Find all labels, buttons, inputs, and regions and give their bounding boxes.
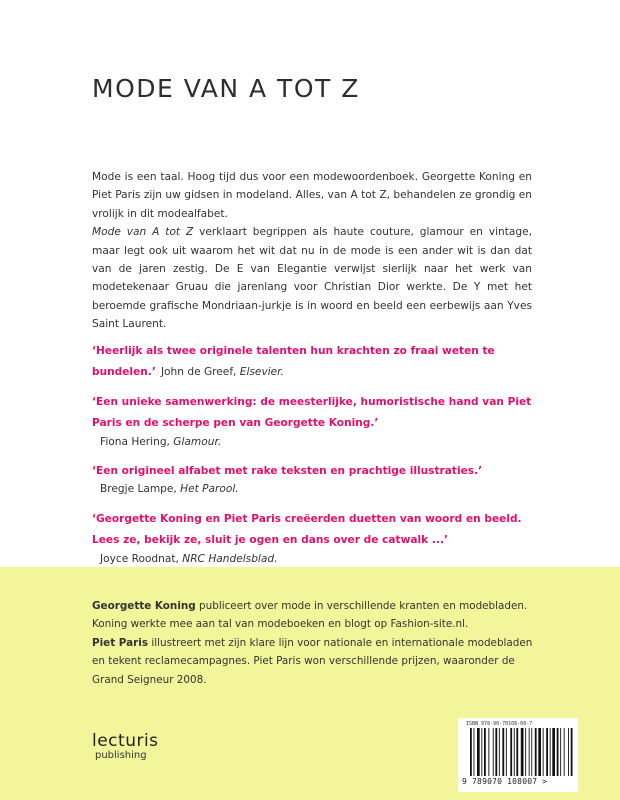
quote-author: Fiona Hering, [100, 435, 174, 448]
author-name-koning: Georgette Koning [92, 600, 196, 612]
barcode-bar [493, 728, 494, 776]
barcode-bar [557, 728, 559, 776]
barcode-bar [484, 728, 486, 776]
barcode-bar [531, 728, 532, 776]
barcode-bar [529, 728, 530, 776]
author-bio-koning [92, 597, 542, 634]
barcode-bar [546, 728, 548, 776]
barcode-bar [495, 728, 497, 776]
quote-text: ‘Heerlijk als twee originele talenten hun krachten zo fraai weten te bundelen.’ [92, 345, 495, 379]
barcode-bar [538, 728, 541, 776]
intro-text [92, 168, 532, 334]
barcode-digits: 9 789070 108007 > [462, 777, 548, 786]
quote-author: John de Greef, [160, 366, 240, 379]
intro-paragraph-2-text: verklaart begrippen als haute couture, glamour en vintage, maar legt ook uit waarom het wit dat nu in de mode is een ander wit is dan dat van de jaren zestig. De E van Elegantie verwijst sierlijk naar het werk van modetekenaar Gruau die jarenlang voor Christian Dior werkte. De Y met het beroemde grafische Mondriaan-jurkje is in woord en beeld een eerbewijs aan Yves Saint Laurent. [92, 226, 532, 331]
book-title: MODE VAN A TOT Z [92, 74, 360, 103]
intro-paragraph-1: Mode is een taal. Hoog tijd dus voor een modewoordenboek. Georgette Koning en Piet Paris zijn uw gidsen in modeland. Alles, van A tot Z, behandelen ze grondig en vrolijk in dit modealfabet. [92, 171, 532, 220]
barcode-bar [506, 728, 507, 776]
quote-author: Joyce Roodnat, [100, 552, 183, 565]
quote-publication: Het Parool. [180, 483, 239, 496]
barcode-bar [564, 728, 565, 776]
quote-publication: Elsevier. [239, 366, 284, 379]
barcode-bar [552, 728, 555, 776]
isbn-label: ISBN 978-90-70108-00-7 [466, 721, 533, 727]
barcode-bar [510, 728, 512, 776]
barcode-bar [477, 728, 480, 776]
barcode-bar [560, 728, 561, 776]
review-quote [92, 390, 532, 451]
author-name-paris: Piet Paris [92, 636, 149, 649]
barcode-bar [543, 728, 544, 776]
author-bio-paris [92, 634, 542, 689]
barcode-bar [474, 728, 475, 776]
barcode-bar [499, 728, 500, 776]
barcode-bar [521, 728, 524, 776]
barcode-bar [571, 728, 573, 776]
barcode-bar [488, 728, 489, 776]
barcode-bar [550, 728, 551, 776]
publisher-subtitle: publishing [95, 750, 147, 761]
quote-publication: NRC Handelsblad. [182, 552, 278, 565]
author-bio-paris-text: illustreert met zijn klare lijn voor nationale en internationale modebladen en tekent reclamecampagnes. Piet Paris won verschillende prijzen, waaronder de Grand Seigneur 2008. [92, 636, 533, 686]
barcode-bar [514, 728, 515, 776]
barcode-bar [470, 728, 472, 776]
publisher-name: lecturis [92, 731, 159, 751]
isbn-barcode [458, 718, 578, 792]
review-quote [92, 459, 532, 499]
intro-book-title: Mode van A tot Z [92, 226, 194, 239]
quote-text: ‘Georgette Koning en Piet Paris creëerden duetten van woord en beeld. Lees ze, bekijk ze, sluit je ogen en dans over de catwalk ...’ [92, 512, 522, 547]
barcode-bar [516, 728, 518, 776]
intro-paragraph-2 [92, 223, 532, 333]
author-bio-koning-text: publiceert over mode in verschillende kranten en modebladen. Koning werkte mee aan tal van modeboeken en blogt op Fashion-site.nl. [92, 600, 528, 631]
barcode-bar [535, 728, 537, 776]
review-quote [92, 507, 532, 568]
review-quote [92, 339, 532, 382]
quote-author: Bregje Lampe, [100, 483, 181, 496]
barcode-bar [481, 728, 482, 776]
review-quotes [92, 339, 532, 576]
author-bios [92, 597, 542, 689]
quote-source [100, 480, 532, 498]
barcode-bar [568, 728, 569, 776]
barcode-bar [525, 728, 526, 776]
publisher-logo [92, 732, 159, 762]
quote-publication: Glamour. [173, 435, 222, 448]
quote-text: ‘Een origineel alfabet met rake teksten en prachtige illustraties.’ [92, 465, 483, 478]
quote-source [100, 433, 532, 451]
barcode-bar [502, 728, 504, 776]
quote-source [161, 366, 284, 378]
quote-text: ‘Een unieke samenwerking: de meesterlijke, humoristische hand van Piet Paris en de scherpe pen van Georgette Koning.’ [92, 395, 532, 430]
author-bio-panel [0, 567, 620, 800]
quote-source [100, 550, 532, 568]
